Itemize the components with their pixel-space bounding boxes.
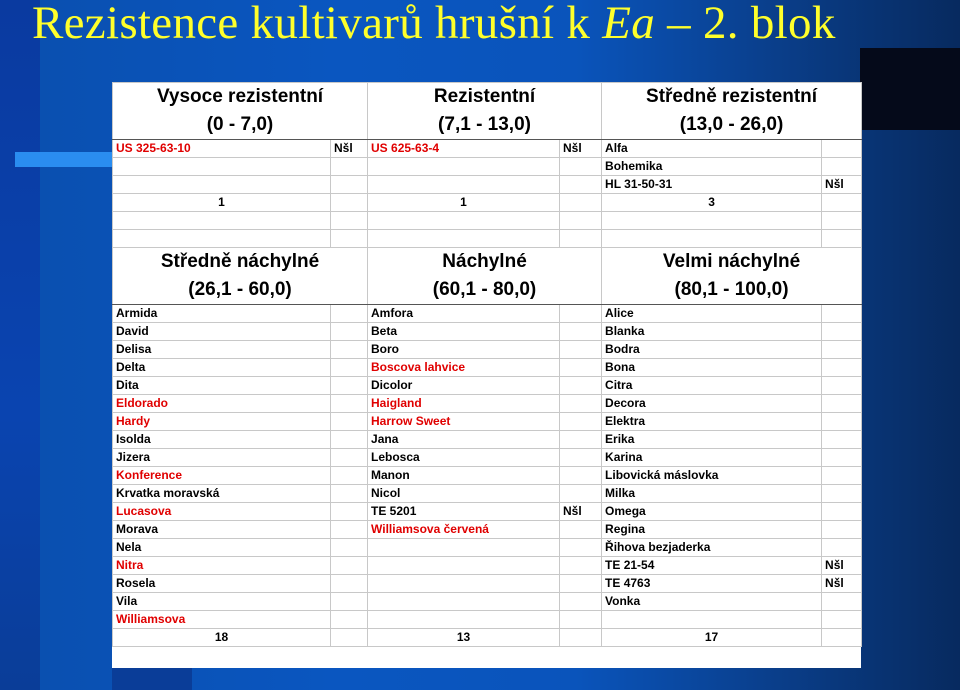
cultivar-name: Manon <box>368 467 560 485</box>
table-row <box>113 593 862 611</box>
cultivar-note <box>331 158 368 176</box>
bottom-header-names-row <box>113 248 862 277</box>
cultivar-note <box>560 158 602 176</box>
cultivar-name: Delta <box>113 359 331 377</box>
cultivar-note <box>822 467 862 485</box>
cultivar-name <box>113 158 331 176</box>
cultivar-note: Nšl <box>560 503 602 521</box>
cultivar-note <box>560 323 602 341</box>
resistance-grid <box>112 82 862 647</box>
left-decoration <box>0 0 40 690</box>
cultivar-name: Karina <box>602 449 822 467</box>
cultivar-count: 18 <box>113 629 331 647</box>
category-range: (0 - 7,0) <box>113 111 368 140</box>
cultivar-note <box>560 485 602 503</box>
cultivar-note <box>331 413 368 431</box>
table-row <box>113 431 862 449</box>
cultivar-name: Delisa <box>113 341 331 359</box>
title-italic: Ea <box>602 0 656 49</box>
cultivar-note <box>560 575 602 593</box>
cultivar-note <box>331 449 368 467</box>
cultivar-note <box>331 521 368 539</box>
category-range: (26,1 - 60,0) <box>113 276 368 305</box>
cultivar-note <box>331 503 368 521</box>
cultivar-name: Nela <box>113 539 331 557</box>
cultivar-note <box>331 593 368 611</box>
cultivar-name: Beta <box>368 323 560 341</box>
table-row <box>113 377 862 395</box>
cultivar-name: Jizera <box>113 449 331 467</box>
table-row <box>113 323 862 341</box>
top-header-ranges-row <box>113 111 862 140</box>
category-range: (60,1 - 80,0) <box>368 276 602 305</box>
cultivar-note <box>331 539 368 557</box>
table-row <box>113 521 862 539</box>
cultivar-note <box>560 467 602 485</box>
cultivar-name: Erika <box>602 431 822 449</box>
cultivar-note: Nšl <box>822 176 862 194</box>
cultivar-note <box>560 395 602 413</box>
cultivar-note <box>560 176 602 194</box>
empty-cell <box>113 212 331 230</box>
empty-cell <box>368 212 560 230</box>
cultivar-name <box>368 158 560 176</box>
cultivar-note <box>822 377 862 395</box>
cultivar-name: Elektra <box>602 413 822 431</box>
cultivar-name: Lebosca <box>368 449 560 467</box>
title-prefix: Rezistence kultivarů hrušní k <box>32 0 603 49</box>
empty-cell <box>560 230 602 248</box>
cultivar-name: TE 21-54 <box>602 557 822 575</box>
category-header: Středně rezistentní <box>602 83 862 112</box>
empty-cell <box>331 230 368 248</box>
table-row <box>113 158 862 176</box>
empty-cell <box>331 212 368 230</box>
table-row <box>113 557 862 575</box>
cultivar-name <box>113 176 331 194</box>
cultivar-name: Nitra <box>113 557 331 575</box>
accent-bar <box>15 152 112 167</box>
empty-cell <box>113 230 331 248</box>
cultivar-name: US 625-63-4 <box>368 140 560 158</box>
bottom-decoration <box>112 668 192 690</box>
cultivar-note <box>331 575 368 593</box>
category-header: Velmi náchylné <box>602 248 862 277</box>
cultivar-name: TE 5201 <box>368 503 560 521</box>
table-row <box>113 305 862 323</box>
cultivar-name: Amfora <box>368 305 560 323</box>
cultivar-name: Bona <box>602 359 822 377</box>
table-row <box>113 467 862 485</box>
cultivar-note <box>822 449 862 467</box>
cultivar-note: Nšl <box>560 140 602 158</box>
cultivar-note <box>331 395 368 413</box>
cultivar-name: Citra <box>602 377 822 395</box>
cultivar-name: HL 31-50-31 <box>602 176 822 194</box>
category-header: Rezistentní <box>368 83 602 112</box>
table-row <box>113 176 862 194</box>
cultivar-name: Boscova lahvice <box>368 359 560 377</box>
cultivar-count: 13 <box>368 629 560 647</box>
cultivar-note <box>560 557 602 575</box>
cultivar-note <box>822 140 862 158</box>
cultivar-name: Milka <box>602 485 822 503</box>
cultivar-name: Williamsova červená <box>368 521 560 539</box>
cultivar-name: Hardy <box>113 413 331 431</box>
cultivar-name: Bodra <box>602 341 822 359</box>
table-row <box>113 449 862 467</box>
cultivar-name <box>368 539 560 557</box>
category-range: (7,1 - 13,0) <box>368 111 602 140</box>
cultivar-note: Nšl <box>331 140 368 158</box>
cultivar-note <box>331 611 368 629</box>
cultivar-note <box>331 557 368 575</box>
empty-cell <box>368 230 560 248</box>
cultivar-name: TE 4763 <box>602 575 822 593</box>
cultivar-note <box>822 323 862 341</box>
empty-cell <box>560 194 602 212</box>
empty-cell <box>560 629 602 647</box>
cultivar-note <box>560 359 602 377</box>
cultivar-name: Dicolor <box>368 377 560 395</box>
cultivar-count: 1 <box>113 194 331 212</box>
empty-cell <box>331 629 368 647</box>
cultivar-name: Armida <box>113 305 331 323</box>
cultivar-name: Harrow Sweet <box>368 413 560 431</box>
table-row <box>113 341 862 359</box>
empty-cell <box>560 212 602 230</box>
cultivar-note <box>822 413 862 431</box>
cultivar-note <box>822 341 862 359</box>
cultivar-note <box>560 341 602 359</box>
table-row <box>113 140 862 158</box>
dark-corner-decoration <box>860 48 960 130</box>
cultivar-note <box>822 431 862 449</box>
cultivar-name: Morava <box>113 521 331 539</box>
cultivar-note <box>822 611 862 629</box>
cultivar-name: Libovická máslovka <box>602 467 822 485</box>
cultivar-note <box>560 449 602 467</box>
table-row <box>113 503 862 521</box>
cultivar-name: Alfa <box>602 140 822 158</box>
cultivar-note <box>331 377 368 395</box>
cultivar-name: Rosela <box>113 575 331 593</box>
cultivar-name: David <box>113 323 331 341</box>
cultivar-name: Omega <box>602 503 822 521</box>
cultivar-count: 3 <box>602 194 822 212</box>
top-header-names-row <box>113 83 862 112</box>
cultivar-name <box>368 575 560 593</box>
top-count-row <box>113 194 862 212</box>
empty-cell <box>602 230 822 248</box>
cultivar-note <box>331 485 368 503</box>
cultivar-name: Decora <box>602 395 822 413</box>
cultivar-name: Jana <box>368 431 560 449</box>
empty-cell <box>822 230 862 248</box>
cultivar-note <box>822 305 862 323</box>
spacer-row <box>113 212 862 230</box>
cultivar-note <box>331 176 368 194</box>
empty-cell <box>331 194 368 212</box>
cultivar-count: 1 <box>368 194 560 212</box>
cultivar-note <box>822 485 862 503</box>
cultivar-name: US 325-63-10 <box>113 140 331 158</box>
cultivar-note <box>822 503 862 521</box>
empty-cell <box>822 212 862 230</box>
cultivar-name: Blanka <box>602 323 822 341</box>
cultivar-name <box>368 176 560 194</box>
table-row <box>113 611 862 629</box>
table-row <box>113 575 862 593</box>
cultivar-note <box>331 431 368 449</box>
cultivar-note <box>331 359 368 377</box>
cultivar-note <box>822 395 862 413</box>
cultivar-name <box>368 557 560 575</box>
category-header: Náchylné <box>368 248 602 277</box>
slide-title <box>32 0 836 50</box>
cultivar-name: Dita <box>113 377 331 395</box>
empty-cell <box>822 629 862 647</box>
cultivar-note <box>331 323 368 341</box>
cultivar-note <box>822 539 862 557</box>
cultivar-note <box>560 377 602 395</box>
cultivar-name: Krvatka moravská <box>113 485 331 503</box>
cultivar-note <box>560 413 602 431</box>
category-header: Vysoce rezistentní <box>113 83 368 112</box>
spacer-row <box>113 230 862 248</box>
cultivar-name <box>368 593 560 611</box>
cultivar-note <box>822 359 862 377</box>
cultivar-note <box>560 611 602 629</box>
cultivar-note <box>560 521 602 539</box>
bottom-header-ranges-row <box>113 276 862 305</box>
cultivar-name: Alice <box>602 305 822 323</box>
cultivar-note <box>822 158 862 176</box>
cultivar-name: Řihova bezjaderka <box>602 539 822 557</box>
cultivar-note: Nšl <box>822 557 862 575</box>
cultivar-name <box>602 611 822 629</box>
title-suffix: – 2. blok <box>655 0 836 49</box>
table-row <box>113 359 862 377</box>
cultivar-name: Haigland <box>368 395 560 413</box>
category-header: Středně náchylné <box>113 248 368 277</box>
cultivar-note <box>560 593 602 611</box>
table-row <box>113 395 862 413</box>
cultivar-note <box>560 539 602 557</box>
cultivar-name: Regina <box>602 521 822 539</box>
empty-cell <box>602 212 822 230</box>
cultivar-name: Lucasova <box>113 503 331 521</box>
cultivar-name: Vonka <box>602 593 822 611</box>
cultivar-count: 17 <box>602 629 822 647</box>
cultivar-name: Konference <box>113 467 331 485</box>
cultivar-note <box>822 521 862 539</box>
cultivar-note <box>560 431 602 449</box>
cultivar-name: Isolda <box>113 431 331 449</box>
category-range: (13,0 - 26,0) <box>602 111 862 140</box>
cultivar-note <box>331 341 368 359</box>
cultivar-note <box>331 467 368 485</box>
spreadsheet-table <box>112 82 861 668</box>
cultivar-name: Bohemika <box>602 158 822 176</box>
cultivar-name: Boro <box>368 341 560 359</box>
cultivar-name <box>368 611 560 629</box>
cultivar-note <box>822 593 862 611</box>
category-range: (80,1 - 100,0) <box>602 276 862 305</box>
cultivar-name: Eldorado <box>113 395 331 413</box>
cultivar-name: Nicol <box>368 485 560 503</box>
table-row <box>113 413 862 431</box>
table-row <box>113 539 862 557</box>
cultivar-note <box>331 305 368 323</box>
table-row <box>113 485 862 503</box>
bottom-count-row <box>113 629 862 647</box>
cultivar-name: Williamsova <box>113 611 331 629</box>
cultivar-note: Nšl <box>822 575 862 593</box>
cultivar-name: Vila <box>113 593 331 611</box>
cultivar-note <box>560 305 602 323</box>
empty-cell <box>822 194 862 212</box>
